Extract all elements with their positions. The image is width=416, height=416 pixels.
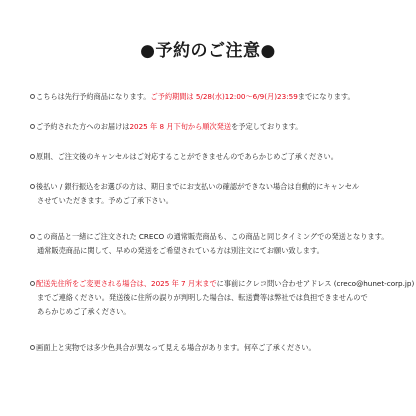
notice-highlight: ご予約期間は 5/28(水)12:00～6/9(月)23:59 bbox=[150, 92, 298, 101]
circle-bullet-icon bbox=[30, 345, 35, 350]
notice-text: 画面上と実物では多少色具合が異なって見える場合があります。何卒ご了承ください。 bbox=[36, 343, 316, 352]
notice-highlight: 2025 年 8 月下旬から順次発送 bbox=[129, 122, 232, 131]
notice-line bbox=[30, 180, 402, 194]
circle-bullet-icon bbox=[30, 124, 35, 129]
notice-highlight: 配送先住所をご変更される場合は、2025 年 7 月末まで bbox=[36, 279, 217, 288]
circle-bullet-icon bbox=[30, 94, 35, 99]
title-text: 予約のご注意 bbox=[155, 41, 261, 61]
notice-text: を予定しております。 bbox=[231, 122, 303, 131]
notice-text: ご予約された方へのお届けは bbox=[36, 122, 130, 131]
notice-cancellation bbox=[30, 150, 402, 164]
notice-combined-shipping bbox=[30, 230, 402, 258]
notice-address-change bbox=[30, 277, 415, 319]
circle-bullet-icon bbox=[30, 154, 35, 159]
notice-line: させていただきます。予めご了承下さい。 bbox=[37, 196, 173, 205]
notice-text: 原則、ご注文後のキャンセルはご対応することができませんのであらかじめご了承ください。 bbox=[36, 152, 338, 161]
notice-text: までになります。 bbox=[297, 92, 355, 101]
notice-delivery-schedule bbox=[30, 120, 402, 134]
notice-line bbox=[30, 120, 402, 134]
notice-line bbox=[30, 277, 415, 291]
notice-line bbox=[30, 90, 402, 104]
notice-line bbox=[30, 230, 402, 244]
notice-line: までご連絡ください。発送後に住所の誤りが判明した場合は、転送費等は弊社では負担できませんので bbox=[37, 293, 368, 302]
notice-line: 通常販売商品に関して、早めの発送をご希望されている方は別注文にてお願い致します。 bbox=[37, 246, 324, 255]
notice-line: あらかじめご了承ください。 bbox=[37, 307, 131, 316]
notice-text: に事前にクレコ問い合わせアドレス (creco@hunet-corp.jp) bbox=[216, 279, 415, 288]
title-left-bullet: ● bbox=[140, 41, 156, 61]
title-right-bullet: ● bbox=[260, 41, 276, 61]
notice-line bbox=[30, 341, 402, 355]
circle-bullet-icon bbox=[30, 184, 35, 189]
notice-text: こちらは先行予約商品になります。 bbox=[36, 92, 151, 101]
notice-payment-deadline bbox=[30, 180, 402, 208]
notice-preorder-period bbox=[30, 90, 402, 104]
page-title bbox=[0, 36, 416, 61]
notice-text: 後払い / 銀行振込をお選びの方は、期日までにお支払いの確認ができない場合は自動的にキャンセル bbox=[36, 182, 360, 191]
notice-text: この商品と一緒にご注文された CRECO の通常販売商品も、この商品と同じタイミングでの発送となります。 bbox=[36, 232, 389, 241]
circle-bullet-icon bbox=[30, 234, 35, 239]
notice-line bbox=[30, 150, 402, 164]
circle-bullet-icon bbox=[30, 281, 35, 286]
notice-color-difference bbox=[30, 341, 402, 355]
